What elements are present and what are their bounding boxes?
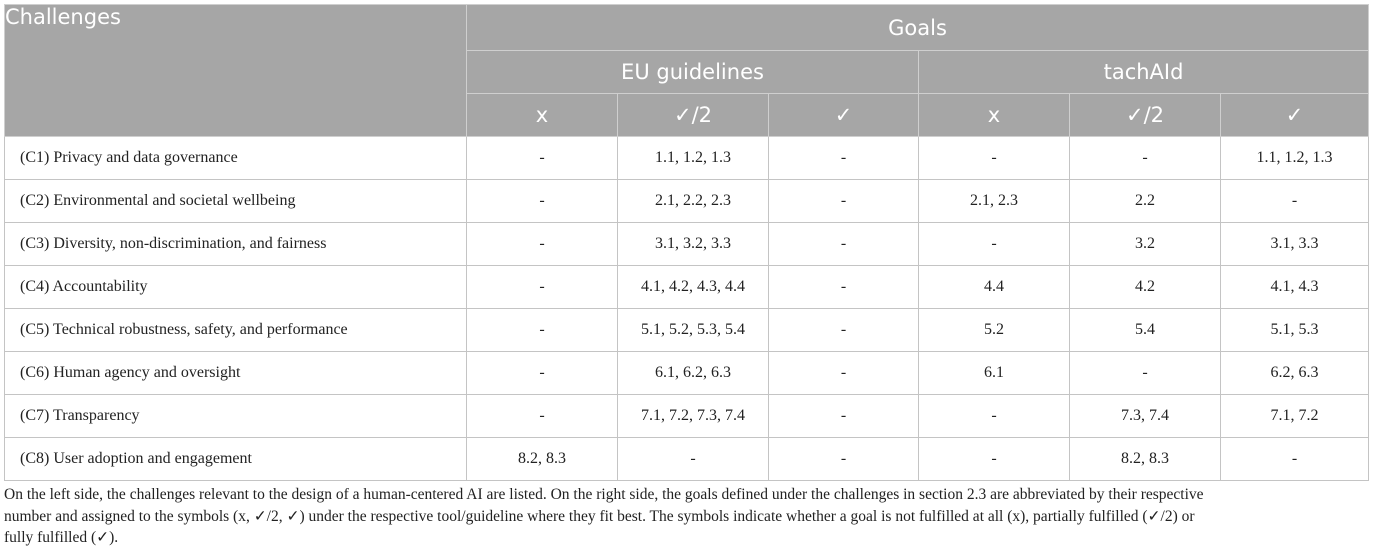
- goal-cell: 1.1, 1.2, 1.3: [1221, 137, 1369, 180]
- goal-cell: -: [1070, 352, 1221, 395]
- header-group-tachaid: tachAId: [919, 51, 1369, 94]
- goal-cell: -: [467, 266, 618, 309]
- goal-cell: 5.2: [919, 309, 1070, 352]
- goal-cell: 8.2, 8.3: [1070, 438, 1221, 481]
- goal-cell: -: [919, 438, 1070, 481]
- goals-challenges-table: [4, 4, 1369, 481]
- goal-cell: -: [769, 395, 919, 438]
- header-group-eu-guidelines: EU guidelines: [467, 51, 919, 94]
- goal-cell: 7.1, 7.2, 7.3, 7.4: [618, 395, 769, 438]
- table-row: [5, 395, 1369, 438]
- goal-cell: -: [467, 137, 618, 180]
- footnote-line: On the left side, the challenges relevant to the design of a human-centered AI are listed. On the right side, the goals defined under the challenges in section 2.3 are abbreviated by their respective: [4, 486, 1204, 503]
- table-row: [5, 223, 1369, 266]
- challenge-label: (C5) Technical robustness, safety, and performance: [5, 309, 467, 352]
- header-symbol-not-fulfilled: x: [467, 94, 618, 137]
- goal-cell: 3.1, 3.2, 3.3: [618, 223, 769, 266]
- table-body: [5, 137, 1369, 481]
- challenge-label: (C6) Human agency and oversight: [5, 352, 467, 395]
- goal-cell: -: [467, 180, 618, 223]
- goal-cell: -: [919, 395, 1070, 438]
- table-row: [5, 352, 1369, 395]
- goal-cell: -: [919, 137, 1070, 180]
- goal-cell: -: [769, 438, 919, 481]
- table-row: [5, 137, 1369, 180]
- table-row: [5, 438, 1369, 481]
- goal-cell: 3.2: [1070, 223, 1221, 266]
- table-row: [5, 266, 1369, 309]
- goal-cell: 7.1, 7.2: [1221, 395, 1369, 438]
- goal-cell: 6.2, 6.3: [1221, 352, 1369, 395]
- goal-cell: 4.1, 4.2, 4.3, 4.4: [618, 266, 769, 309]
- challenge-label: (C8) User adoption and engagement: [5, 438, 467, 481]
- goal-cell: 1.1, 1.2, 1.3: [618, 137, 769, 180]
- goal-cell: -: [769, 137, 919, 180]
- goal-cell: 4.2: [1070, 266, 1221, 309]
- goal-cell: -: [769, 352, 919, 395]
- challenge-label: (C4) Accountability: [5, 266, 467, 309]
- header-goals: Goals: [467, 5, 1369, 51]
- goal-cell: -: [769, 223, 919, 266]
- header-challenges: Challenges: [5, 5, 467, 137]
- challenge-label: (C2) Environmental and societal wellbeing: [5, 180, 467, 223]
- footnote-line: fully fulfilled (✓).: [4, 529, 119, 546]
- goal-cell: -: [769, 180, 919, 223]
- goal-cell: -: [769, 266, 919, 309]
- header-symbol-not-fulfilled: x: [919, 94, 1070, 137]
- challenge-label: (C1) Privacy and data governance: [5, 137, 467, 180]
- header-symbol-partially-fulfilled: ✓/2: [618, 94, 769, 137]
- goal-cell: 6.1: [919, 352, 1070, 395]
- challenge-label: (C7) Transparency: [5, 395, 467, 438]
- goal-cell: -: [1221, 180, 1369, 223]
- goal-cell: -: [467, 309, 618, 352]
- goal-cell: -: [919, 223, 1070, 266]
- goal-cell: -: [769, 309, 919, 352]
- header-symbol-fully-fulfilled: ✓: [1221, 94, 1369, 137]
- goal-cell: 3.1, 3.3: [1221, 223, 1369, 266]
- footnote-line: number and assigned to the symbols (x, ✓/2, ✓) under the respective tool/guideline where they fit best. The symbols indicate whether a goal is not fulfilled at all (x), partially fulfilled (✓/2) or: [4, 507, 1195, 525]
- table-row: [5, 180, 1369, 223]
- goal-cell: -: [467, 352, 618, 395]
- challenge-label: (C3) Diversity, non-discrimination, and fairness: [5, 223, 467, 266]
- goal-cell: 5.1, 5.3: [1221, 309, 1369, 352]
- goal-cell: 8.2, 8.3: [467, 438, 618, 481]
- goal-cell: 6.1, 6.2, 6.3: [618, 352, 769, 395]
- goal-cell: 5.1, 5.2, 5.3, 5.4: [618, 309, 769, 352]
- goal-cell: -: [1070, 137, 1221, 180]
- header-symbol-partially-fulfilled: ✓/2: [1070, 94, 1221, 137]
- goal-cell: 7.3, 7.4: [1070, 395, 1221, 438]
- table-footnote: [4, 484, 1370, 549]
- goal-cell: 5.4: [1070, 309, 1221, 352]
- goal-cell: -: [467, 395, 618, 438]
- goal-cell: 4.1, 4.3: [1221, 266, 1369, 309]
- goal-cell: 2.1, 2.3: [919, 180, 1070, 223]
- goal-cell: -: [618, 438, 769, 481]
- goal-cell: 2.1, 2.2, 2.3: [618, 180, 769, 223]
- goal-cell: -: [467, 223, 618, 266]
- goal-cell: -: [1221, 438, 1369, 481]
- header-symbol-fully-fulfilled: ✓: [769, 94, 919, 137]
- goal-cell: 2.2: [1070, 180, 1221, 223]
- goal-cell: 4.4: [919, 266, 1070, 309]
- table-row: [5, 309, 1369, 352]
